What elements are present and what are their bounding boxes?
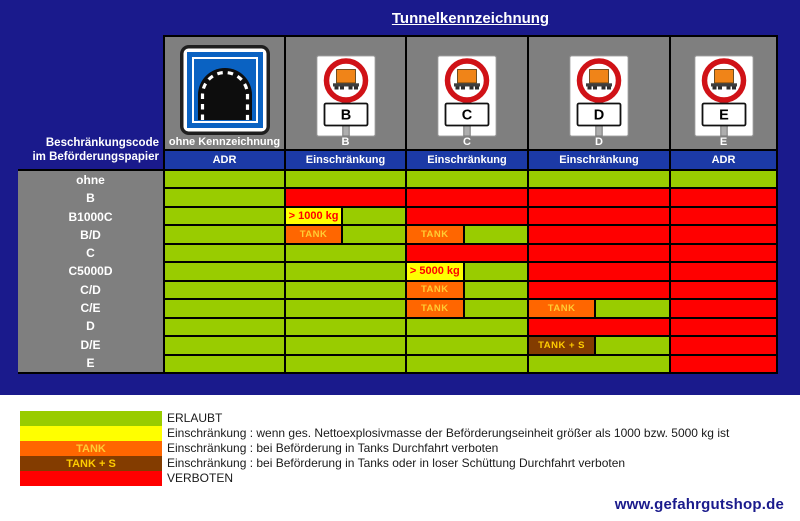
sign-column-d	[529, 37, 671, 149]
grid-cell-red	[286, 189, 405, 205]
row-label-column	[18, 169, 163, 374]
band-cell-b: Einschränkung	[286, 151, 407, 169]
grid-cell-green	[286, 319, 405, 335]
grid-cell-red	[671, 337, 776, 353]
grid-cell-green	[165, 337, 284, 353]
grid-cell-green	[165, 300, 284, 316]
grid-cell-green	[286, 337, 405, 353]
row-label: B/D	[80, 227, 101, 242]
legend-label: Einschränkung : bei Beförderung in Tanks oder in loser Schüttung Durchfahrt verboten	[167, 456, 626, 470]
restriction-box: > 5000 kg	[407, 263, 465, 279]
row-label: B	[86, 191, 95, 206]
row-label: C/D	[80, 282, 101, 297]
grid-cell-tank_s	[529, 337, 669, 353]
grid-cell-red	[529, 282, 669, 298]
restriction-box: TANK	[407, 300, 465, 316]
sign-column-b	[286, 37, 407, 149]
grid-cell-tank	[407, 282, 527, 298]
row-label: D/E	[80, 337, 101, 352]
sign-caption: E	[719, 136, 728, 148]
truck-prohibition-sign-icon	[437, 55, 497, 137]
grid-cell-kg5000	[407, 263, 527, 279]
sign-column-c	[407, 37, 529, 149]
category-band	[163, 151, 778, 169]
grid-cell-tank	[407, 300, 527, 316]
row-label: C5000D	[68, 264, 113, 279]
restriction-box: TANK	[407, 282, 465, 298]
grid-cell-red	[529, 245, 669, 261]
grid-cell-red	[529, 226, 669, 242]
restriction-box: TANK + S	[529, 337, 596, 353]
restriction-code-header-line1: Beschränkungscode	[45, 137, 159, 149]
restriction-box: > 1000 kg	[286, 208, 343, 224]
grid-cell-green	[165, 245, 284, 261]
grid-cell-tank	[529, 300, 669, 316]
grid-cell-green	[407, 171, 527, 187]
grid-cell-green	[165, 282, 284, 298]
grid-cell-red	[671, 208, 776, 224]
grid-cell-green	[407, 337, 527, 353]
grid-cell-green	[286, 282, 405, 298]
grid-cell-red	[529, 189, 669, 205]
legend-label: VERBOTEN	[167, 471, 234, 485]
legend-row	[20, 426, 729, 441]
legend-row	[20, 471, 729, 486]
grid-cell-red	[671, 356, 776, 372]
tunnel-sign-row	[163, 35, 778, 151]
grid-cell-green	[165, 226, 284, 242]
restriction-box: TANK	[407, 226, 465, 242]
grid-cell-green	[165, 319, 284, 335]
restriction-box: TANK	[286, 226, 343, 242]
sign-caption: C	[463, 136, 471, 148]
grid-cell-red	[407, 245, 527, 261]
grid-cell-red	[529, 263, 669, 279]
sign-plate-letter: E	[718, 107, 729, 124]
grid-cell-green	[671, 171, 776, 187]
legend-row	[20, 441, 729, 456]
sign-caption: ohne Kennzeichnung	[168, 136, 281, 148]
legend-swatch: TANK	[20, 441, 162, 456]
grid-cell-red	[407, 208, 527, 224]
grid-cell-red	[671, 226, 776, 242]
legend-swatch	[20, 471, 162, 486]
grid-cell-green	[165, 263, 284, 279]
grid-cell-green	[286, 356, 405, 372]
legend-panel	[0, 395, 800, 521]
grid-cell-tank	[286, 226, 405, 242]
band-cell-d: Einschränkung	[529, 151, 671, 169]
grid-cell-tank	[407, 226, 527, 242]
grid-cell-red	[671, 263, 776, 279]
legend-swatch: TANK + S	[20, 456, 162, 471]
restriction-code-header-line2: im Beförderungspapier	[32, 151, 159, 163]
grid-cell-green	[407, 356, 527, 372]
legend-label: Einschränkung : bei Beförderung in Tanks Durchfahrt verboten	[167, 441, 499, 455]
sign-plate-letter: D	[593, 107, 605, 124]
grid-cell-green	[529, 171, 669, 187]
sign-column-ohne	[165, 37, 286, 149]
truck-prohibition-sign-icon	[694, 55, 754, 137]
grid-cell-green	[165, 189, 284, 205]
sign-caption: B	[341, 136, 350, 148]
grid-cell-green	[286, 245, 405, 261]
legend	[20, 411, 729, 486]
sign-plate-letter: B	[340, 107, 351, 124]
row-label: ohne	[76, 173, 105, 188]
grid-cell-red	[671, 245, 776, 261]
row-label: D	[86, 319, 95, 334]
grid-cell-green	[407, 319, 527, 335]
grid-cell-green	[165, 171, 284, 187]
restriction-grid	[163, 169, 778, 374]
band-cell-c: Einschränkung	[407, 151, 529, 169]
tunnel-sign-icon	[179, 44, 271, 136]
row-label: C	[86, 246, 95, 261]
legend-swatch	[20, 426, 162, 441]
grid-cell-red	[671, 282, 776, 298]
sign-column-e	[671, 37, 776, 149]
grid-cell-kg1000	[286, 208, 405, 224]
grid-cell-green	[165, 356, 284, 372]
grid-cell-green	[529, 356, 669, 372]
grid-cell-green	[286, 263, 405, 279]
page-title: Tunnelkennzeichnung	[391, 10, 550, 27]
legend-row	[20, 456, 729, 471]
row-label: B1000C	[68, 209, 113, 224]
grid-cell-red	[671, 189, 776, 205]
restriction-box: TANK	[529, 300, 596, 316]
row-label: C/E	[80, 300, 101, 315]
grid-cell-green	[286, 300, 405, 316]
grid-cell-green	[286, 171, 405, 187]
grid-cell-red	[529, 319, 669, 335]
truck-prohibition-sign-icon	[316, 55, 376, 137]
legend-row	[20, 411, 729, 426]
grid-cell-red	[671, 300, 776, 316]
truck-prohibition-sign-icon	[569, 55, 629, 137]
band-cell-ohne: ADR	[165, 151, 286, 169]
legend-label: ERLAUBT	[167, 411, 223, 425]
website-url[interactable]: www.gefahrgutshop.de	[614, 496, 784, 513]
legend-swatch	[20, 411, 162, 426]
grid-cell-red	[529, 208, 669, 224]
grid-cell-red	[407, 189, 527, 205]
grid-cell-green	[165, 208, 284, 224]
sign-plate-letter: C	[461, 107, 473, 124]
band-cell-e: ADR	[711, 154, 736, 166]
row-label: E	[86, 355, 95, 370]
legend-label: Einschränkung : wenn ges. Nettoexplosivmasse der Beförderungseinheit größer als 1000 bzw. 5000 kg ist	[167, 426, 730, 440]
sign-caption: D	[595, 136, 603, 148]
restriction-code-header	[0, 136, 159, 164]
grid-cell-red	[671, 319, 776, 335]
